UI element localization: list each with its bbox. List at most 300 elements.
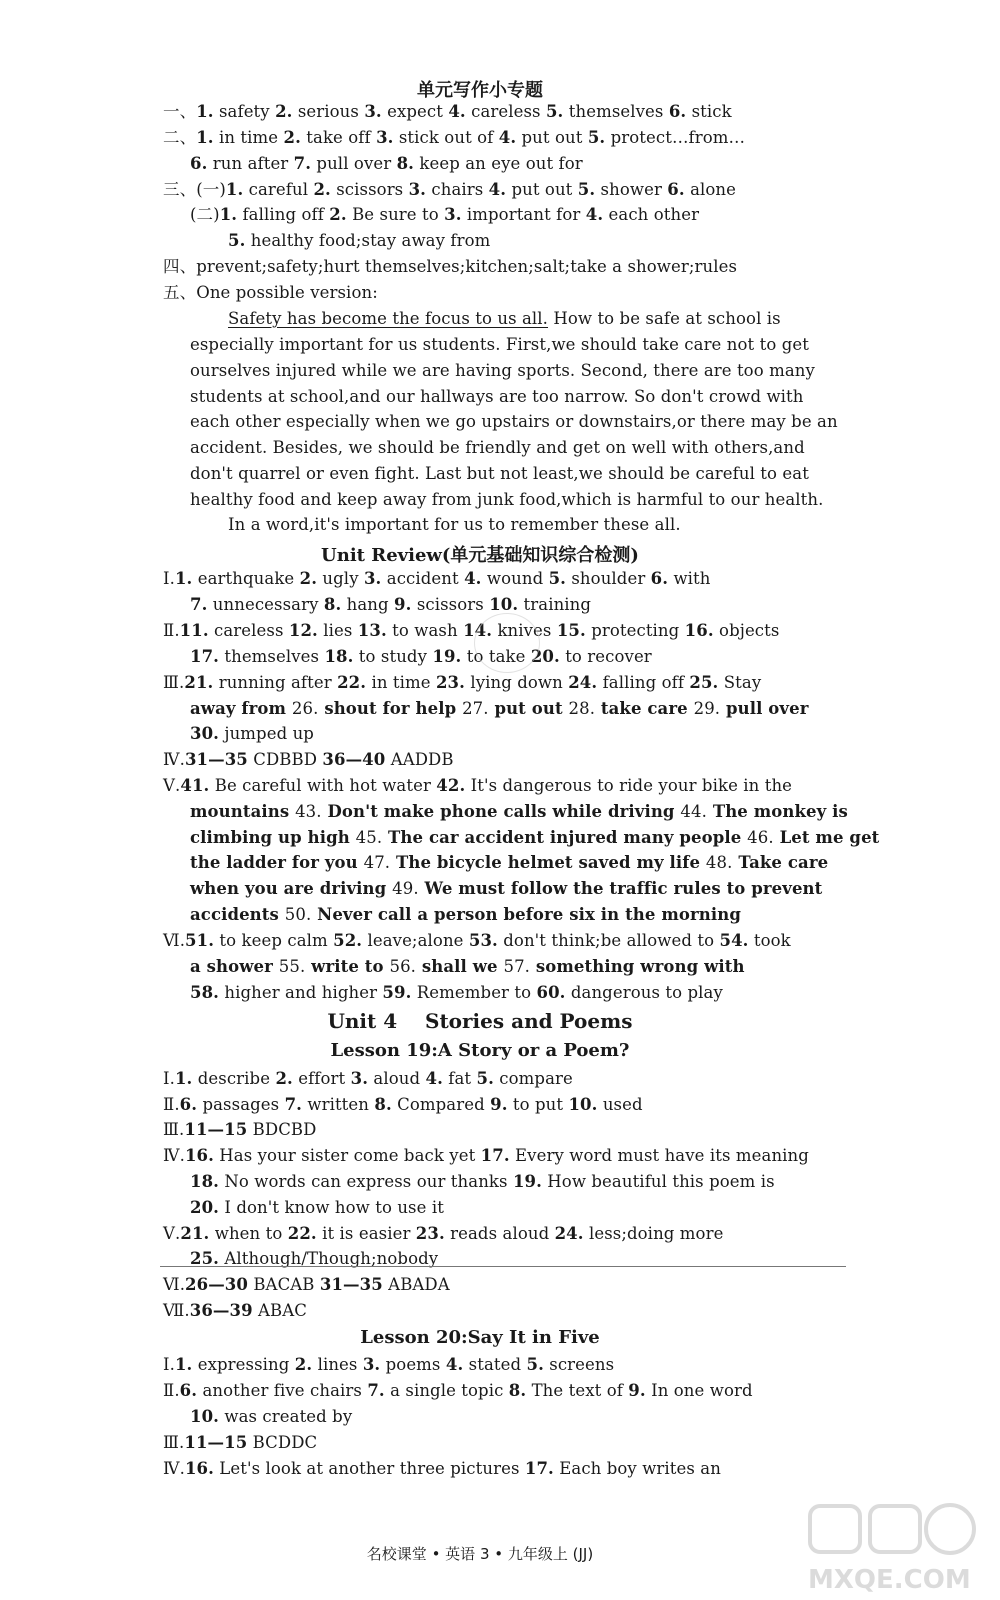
answer-line [163,672,761,694]
answer-text: with [668,569,711,588]
item-number: 25. [689,673,719,692]
unit-title-text: Unit 4 Stories and Poems [327,1009,633,1033]
item-number: 9. [490,1095,508,1114]
answer-text: careful [243,180,314,199]
item-number: the ladder for you [190,853,364,872]
item-number: 1. [174,1069,193,1088]
item-number: pull over [720,699,809,718]
answer-text: Has your sister come back yet [213,1146,481,1165]
item-number: 3. [376,128,394,147]
item-number: Don't make phone calls while driving [321,802,681,821]
item-number: 2. [275,102,293,121]
item-number: 6. [668,102,687,121]
answer-text: 44. [680,802,707,821]
answer-text: Every word must have its meaning [509,1146,809,1165]
answer-text: lies [317,621,358,640]
section-prefix: Ⅲ. [163,673,185,692]
answer-text: lying down [464,673,569,692]
item-number: 4. [448,102,466,121]
essay-closing: In a word,it's important for us to remember these all. [228,515,681,534]
item-number: 22. [337,673,367,692]
answer-text: another five chairs [197,1381,368,1400]
answer-line [190,1406,352,1428]
item-number: We must follow the traffic rules to prevent [418,879,823,898]
answer-line [163,749,454,771]
essay-first-line [228,308,794,330]
answer-text: describe [192,1069,276,1088]
answer-text: a single topic [384,1381,509,1400]
answer-text: 27. [462,699,489,718]
item-number: 3. [362,1355,381,1374]
item-number: 36—39 [189,1301,253,1320]
answer-text: training [518,595,592,614]
answer-line [190,698,808,720]
answer-text: unnecessary [207,595,324,614]
item-number: 7. [284,1095,303,1114]
item-number: 5. [587,128,606,147]
item-number: 21. [184,673,214,692]
answer-text: themselves [219,647,325,666]
page-footer: 名校课堂 • 英语 3 • 九年级上 (JJ) [366,1545,594,1563]
answer-text: 45. [355,828,383,847]
answer-text: to wash [386,621,464,640]
item-number: 20. [190,1198,220,1217]
answer-line [163,775,792,797]
essay-text: How to be safe at school is [548,309,781,328]
answer-line [163,1380,753,1402]
watermark-stamp-icon [474,613,540,673]
item-number: 42. [436,776,466,795]
item-number: take care [595,699,694,718]
item-number: The bicycle helmet saved my life [390,853,706,872]
section-title-writing: 单元写作小专题 [417,80,543,101]
item-number: Never call a person before six in the morning [311,905,741,924]
item-number: 23. [435,673,465,692]
item-number: shout for help [318,699,463,718]
item-number: 30. [190,724,220,743]
answer-text: ABADA [382,1275,450,1294]
item-number: 10. [489,595,519,614]
answer-text: No words can express our thanks [219,1172,513,1191]
item-number: 31—35 [319,1275,383,1294]
item-number: 18. [324,647,354,666]
answer-text: BCDDC [247,1433,318,1452]
answer-line [190,904,741,926]
answer-line [190,801,848,823]
answer-text: 46. [747,828,774,847]
item-number: The car accident injured many people [382,828,748,847]
item-number: Take care [732,853,829,872]
item-number: accidents [190,905,285,924]
answer-text: 49. [392,879,419,898]
answer-line [190,153,583,175]
answer-text: jumped up [219,724,314,743]
item-number: 3. [408,180,427,199]
item-number: 7. [367,1381,385,1400]
answer-line [228,230,490,252]
item-number: write to [305,957,390,976]
item-number: The monkey is [706,802,848,821]
answer-text: 57. [503,957,531,976]
answer-text: wound [481,569,549,588]
answer-text: accident [381,569,465,588]
answer-line [190,204,699,226]
item-number: 7. [190,595,208,614]
answer-text: healthy food;stay away from [245,231,491,250]
item-number: 51. [185,931,215,950]
answer-text: reads aloud [444,1224,555,1243]
answer-text: leave;alone [362,931,469,950]
item-number: 1. [174,569,193,588]
answer-text: when to [209,1224,288,1243]
item-number: 19. [512,1172,542,1191]
item-number: 31—35 [184,750,248,769]
answer-text: careless [208,621,289,640]
answer-line [163,1274,450,1296]
essay-line: students at school,and our hallways are too narrow. So don't crowd with [190,387,804,406]
answer-text: alone [684,180,737,199]
item-number: 41. [180,776,210,795]
section-prefix: (二) [190,205,220,224]
answer-line [163,127,745,149]
item-number: away from [190,699,292,718]
answer-line [163,101,732,123]
answer-text: shoulder [566,569,651,588]
essay-line: ourselves injured while we are having sports. Second, there are too many [190,361,815,380]
answer-text: aloud [368,1069,426,1088]
answer-text: Be careful with hot water [209,776,437,795]
item-number: 24. [554,1224,584,1243]
section-prefix: Ⅰ. [163,569,175,588]
item-number: 23. [415,1224,445,1243]
answer-text: to put [507,1095,569,1114]
answer-text: ugly [317,569,364,588]
item-number: 2. [275,1069,293,1088]
answer-text: run after [207,154,294,173]
item-number: 3. [364,102,382,121]
item-number: 5. [577,180,596,199]
item-number: 7. [293,154,312,173]
item-number: 24. [568,673,598,692]
answer-text: safety [213,102,276,121]
item-number: climbing up high [190,828,356,847]
section-prefix: Ⅴ. [163,1224,181,1243]
section-prefix: 二、 [163,128,197,147]
item-number: 19. [432,647,462,666]
answer-text: scissors [411,595,490,614]
item-number: 11—15 [184,1120,248,1139]
answer-text: take off [300,128,377,147]
section-title-unit-review: Unit Review(单元基础知识综合检测) [321,545,639,566]
answer-line [163,1068,573,1090]
item-number: when you are driving [190,879,393,898]
answer-text: effort [292,1069,351,1088]
item-number: 6. [179,1095,198,1114]
answer-text: in time [366,673,436,692]
item-number: 22. [287,1224,317,1243]
item-number: 5. [545,102,564,121]
answer-text: fat [442,1069,477,1088]
answer-text: stick out of [393,128,499,147]
answer-text: It's dangerous to ride your bike in the [465,776,793,795]
answer-line [163,1094,643,1116]
item-number: 59. [382,983,412,1002]
answer-text: less;doing more [583,1224,724,1243]
item-number: 9. [628,1381,646,1400]
watermark-text: MXQE.COM [808,1565,971,1595]
item-number: 4. [445,1355,464,1374]
item-number: 2. [294,1355,313,1374]
answer-text: 50. [284,905,312,924]
answer-text: important for [461,205,586,224]
answer-text: poems [380,1355,446,1374]
essay-line: each other especially when we go upstairs or downstairs,or there may be an [190,412,838,431]
item-number: 21. [180,1224,210,1243]
section-prefix: Ⅲ. [163,1433,185,1452]
answer-text: Each boy writes an [553,1459,721,1478]
answer-text: ABAC [252,1301,308,1320]
lesson-title-20: Lesson 20:Say It in Five [360,1327,600,1348]
item-number: something wrong with [530,957,745,976]
item-number: shall we [416,957,504,976]
section-prefix: Ⅶ. [163,1301,190,1320]
item-number: 8. [396,154,415,173]
essay-topic-sentence: Safety has become the focus to us all. [228,309,549,328]
item-number: mountains [190,802,296,821]
lesson-title-19: Lesson 19:A Story or a Poem? [330,1040,630,1061]
answer-text: expect [381,102,449,121]
answer-text: was created by [219,1407,353,1426]
section-prefix: Ⅵ. [163,931,186,950]
answer-text: chairs [426,180,489,199]
item-number: 36—40 [322,750,386,769]
answer-line [163,1432,317,1454]
section-prefix: Ⅳ. [163,1459,185,1478]
item-number: 11—15 [184,1433,248,1452]
answer-text: compare [493,1069,573,1088]
answer-text: put out [516,128,588,147]
answer-line [163,179,736,201]
answer-text: 28. [568,699,596,718]
answer-line [190,956,745,978]
item-number: 4. [498,128,517,147]
section-prefix: Ⅰ. [163,1069,175,1088]
answer-text: keep an eye out for [414,154,583,173]
item-number: 1. [174,1355,193,1374]
item-number: 8. [508,1381,527,1400]
answer-text: 48. [705,853,733,872]
answer-line [163,1300,307,1322]
item-number: 11. [179,621,209,640]
answer-text: 56. [389,957,417,976]
item-number: 3. [444,205,462,224]
item-number: 17. [190,647,220,666]
answer-text: higher and higher [219,983,383,1002]
item-number: 10. [568,1095,598,1114]
answer-text: Stay [718,673,762,692]
answer-text: 55. [278,957,306,976]
section-prefix: Ⅲ. [163,1120,185,1139]
item-number: 9. [394,595,412,614]
answer-text: passages [197,1095,285,1114]
answer-text: written [302,1095,375,1114]
item-number: 2. [329,205,347,224]
answer-text: expressing [192,1355,295,1374]
answer-text: falling off [597,673,690,692]
section-prefix: Ⅵ. [163,1275,186,1294]
essay-line: especially important for us students. First,we should take care not to get [190,335,809,354]
item-number: 6. [667,180,685,199]
answer-line [163,1119,316,1141]
item-number: 2. [283,128,301,147]
section-prefix: Ⅳ. [163,1146,185,1165]
item-number: 6. [650,569,669,588]
answer-line [190,878,822,900]
answer-text: running after [213,673,338,692]
item-number: 3. [350,1069,369,1088]
section-prefix: Ⅱ. [163,1381,180,1400]
item-number: 8. [323,595,342,614]
item-number: 5. [228,231,246,250]
unit-title [0,1009,960,1033]
answer-text: lines [312,1355,363,1374]
item-number: 17. [524,1459,554,1478]
section-prefix: Ⅱ. [163,1095,180,1114]
answer-text: Remember to [411,983,537,1002]
item-number: 16. [184,1459,214,1478]
answer-text: pull over [311,154,397,173]
item-number: 4. [425,1069,443,1088]
answer-text: to keep calm [214,931,334,950]
essay-line: don't quarrel or even fight. Last but not least,we should be careful to eat [190,464,809,483]
answer-line [163,1223,723,1245]
item-number: 4. [464,569,482,588]
answer-text: to study [353,647,433,666]
item-number: 12. [288,621,318,640]
answer-text: 26. [291,699,319,718]
answer-text: themselves [563,102,669,121]
answer-line-four: 四、prevent;safety;hurt themselves;kitchen;salt;take a shower;rules [163,257,738,276]
section-prefix: Ⅳ. [163,750,185,769]
answer-text: used [597,1095,643,1114]
answer-text: In one word [645,1381,753,1400]
answer-text: shower [595,180,668,199]
answer-text: CDBBD [247,750,323,769]
item-number: 1. [225,180,244,199]
watermark-logo-icon [800,1500,996,1596]
answer-text: screens [543,1355,615,1374]
answer-text: falling off [237,205,330,224]
answer-text: took [748,931,791,950]
answer-text: hang [341,595,395,614]
item-number: 1. [196,102,214,121]
answer-text: BDCBD [247,1120,317,1139]
answer-text: put out [506,180,578,199]
answer-line [163,568,711,590]
answer-text: 47. [363,853,391,872]
answer-line [163,1354,614,1376]
answer-text: serious [292,102,365,121]
answer-text: Although/Though;nobody [219,1249,439,1268]
answer-text: 43. [295,802,322,821]
answer-text: The text of [526,1381,629,1400]
answer-text: scissors [330,180,409,199]
item-number: put out [488,699,569,718]
item-number: 20. [530,647,560,666]
answer-text: 29. [693,699,721,718]
answer-text: in time [213,128,284,147]
item-number: 1. [219,205,238,224]
item-number: 53. [468,931,498,950]
answer-text: How beautiful this poem is [541,1172,775,1191]
section-prefix: Ⅱ. [163,621,180,640]
item-number: 60. [536,983,566,1002]
item-number: 5. [548,569,567,588]
item-number: 14. [463,621,493,640]
item-number: 5. [476,1069,494,1088]
essay-line: accident. Besides, we should be friendly and get on well with others,and [190,438,805,457]
answer-line [190,723,314,745]
answer-line [190,594,591,616]
item-number: 10. [190,1407,220,1426]
answer-text: Compared [391,1095,491,1114]
item-number: 8. [374,1095,392,1114]
answer-text: I don't know how to use it [219,1198,444,1217]
answer-text: each other [603,205,700,224]
item-number: 2. [299,569,318,588]
section-prefix: Ⅴ. [163,776,181,795]
answer-text: careless [465,102,546,121]
answer-text: to recover [559,647,652,666]
answer-text: objects [713,621,780,640]
answer-line [190,827,879,849]
item-number: 4. [585,205,604,224]
answer-text: AADDB [385,750,454,769]
item-number: 52. [333,931,363,950]
answer-line [190,1171,775,1193]
item-number: 6. [190,154,208,173]
item-number: 18. [190,1172,220,1191]
answer-line [163,1458,721,1480]
section-prefix: Ⅰ. [163,1355,175,1374]
answer-text: stated [463,1355,527,1374]
section-prefix: 三、(一) [163,180,226,199]
section-prefix: 一、 [163,102,197,121]
answer-line [190,982,723,1004]
answer-text: to take [461,647,531,666]
answer-line [163,1145,809,1167]
item-number: 13. [357,621,387,640]
answer-line [163,930,791,952]
item-number: 2. [313,180,331,199]
divider [160,1266,846,1267]
answer-text: knives [492,621,557,640]
item-number: 15. [556,621,586,640]
answer-line [190,852,828,874]
answer-line [190,646,652,668]
answer-line [190,1197,444,1219]
item-number: 58. [190,983,220,1002]
answer-text: protecting [585,621,685,640]
essay-line: healthy food and keep away from junk food,which is harmful to our health. [190,490,824,509]
answer-text: dangerous to play [565,983,723,1002]
item-number: 6. [179,1381,198,1400]
answer-text: don't think;be allowed to [497,931,720,950]
item-number: a shower [190,957,279,976]
item-number: 17. [480,1146,510,1165]
item-number: 3. [363,569,382,588]
answer-text: stick [686,102,732,121]
